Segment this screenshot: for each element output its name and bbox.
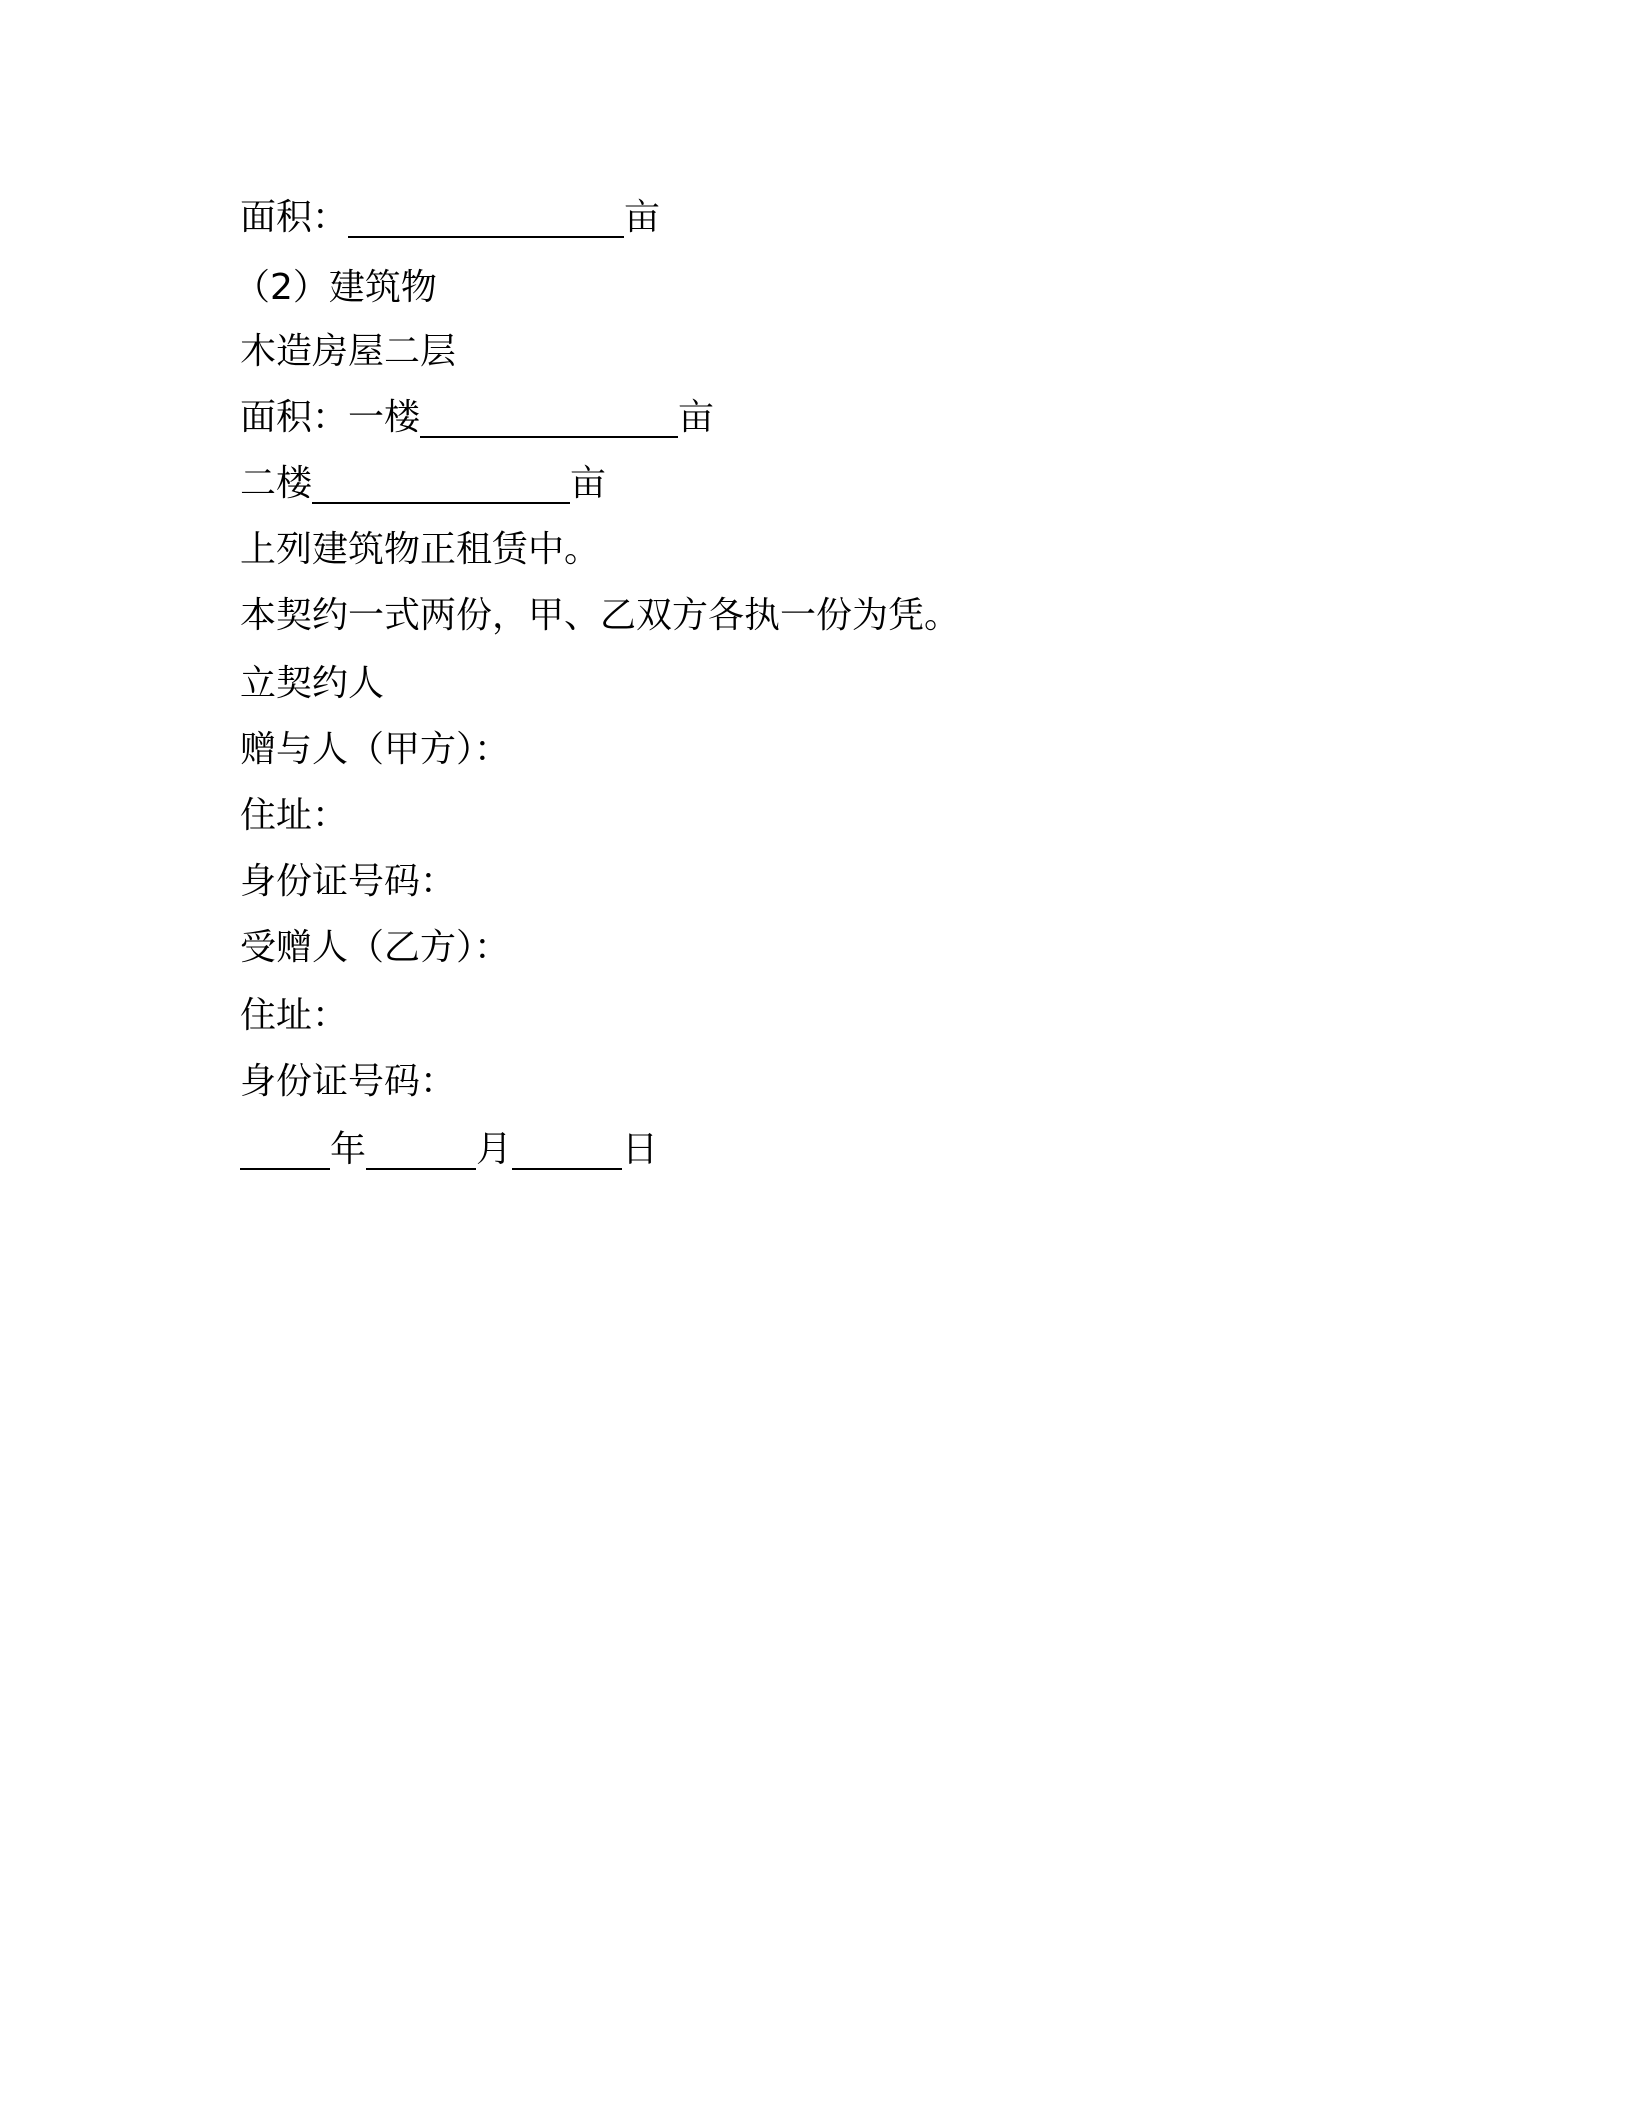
day-blank [512, 1132, 622, 1170]
month-label: 月 [476, 1129, 513, 1170]
land-area-line [240, 196, 660, 240]
day-label: 日 [622, 1129, 659, 1170]
land-area-unit: 亩 [624, 197, 661, 238]
signatories-heading: 立契约人 [240, 663, 385, 704]
date-line [240, 1128, 658, 1172]
floor2-area-label: 二楼 [240, 463, 313, 504]
floor1-area-blank [420, 400, 678, 438]
donee-label: 受赠人（乙方）： [240, 927, 511, 968]
leased-note: 上列建筑物正租赁中。 [240, 529, 601, 570]
floor2-area-blank [312, 466, 570, 504]
donee-id-label: 身份证号码： [240, 1061, 457, 1102]
year-blank [240, 1132, 330, 1170]
floor2-area-line [240, 462, 606, 506]
copies-note: 本契约一式两份，甲、乙双方各执一份为凭。 [240, 595, 961, 636]
floor1-area-label: 面积：一楼 [240, 397, 421, 438]
year-label: 年 [330, 1129, 367, 1170]
building-description: 木造房屋二层 [240, 331, 457, 372]
land-area-blank [348, 200, 624, 238]
donee-address-label: 住址： [240, 995, 349, 1036]
donor-address-label: 住址： [240, 795, 349, 836]
floor2-area-unit: 亩 [570, 463, 607, 504]
floor1-area-unit: 亩 [678, 397, 715, 438]
month-blank [366, 1132, 476, 1170]
donor-id-label: 身份证号码： [240, 861, 457, 902]
section-building-heading: （2）建筑物 [234, 267, 437, 308]
floor1-area-line [240, 396, 714, 440]
donor-label: 赠与人（甲方）： [240, 729, 511, 770]
land-area-label: 面积： [240, 197, 349, 238]
